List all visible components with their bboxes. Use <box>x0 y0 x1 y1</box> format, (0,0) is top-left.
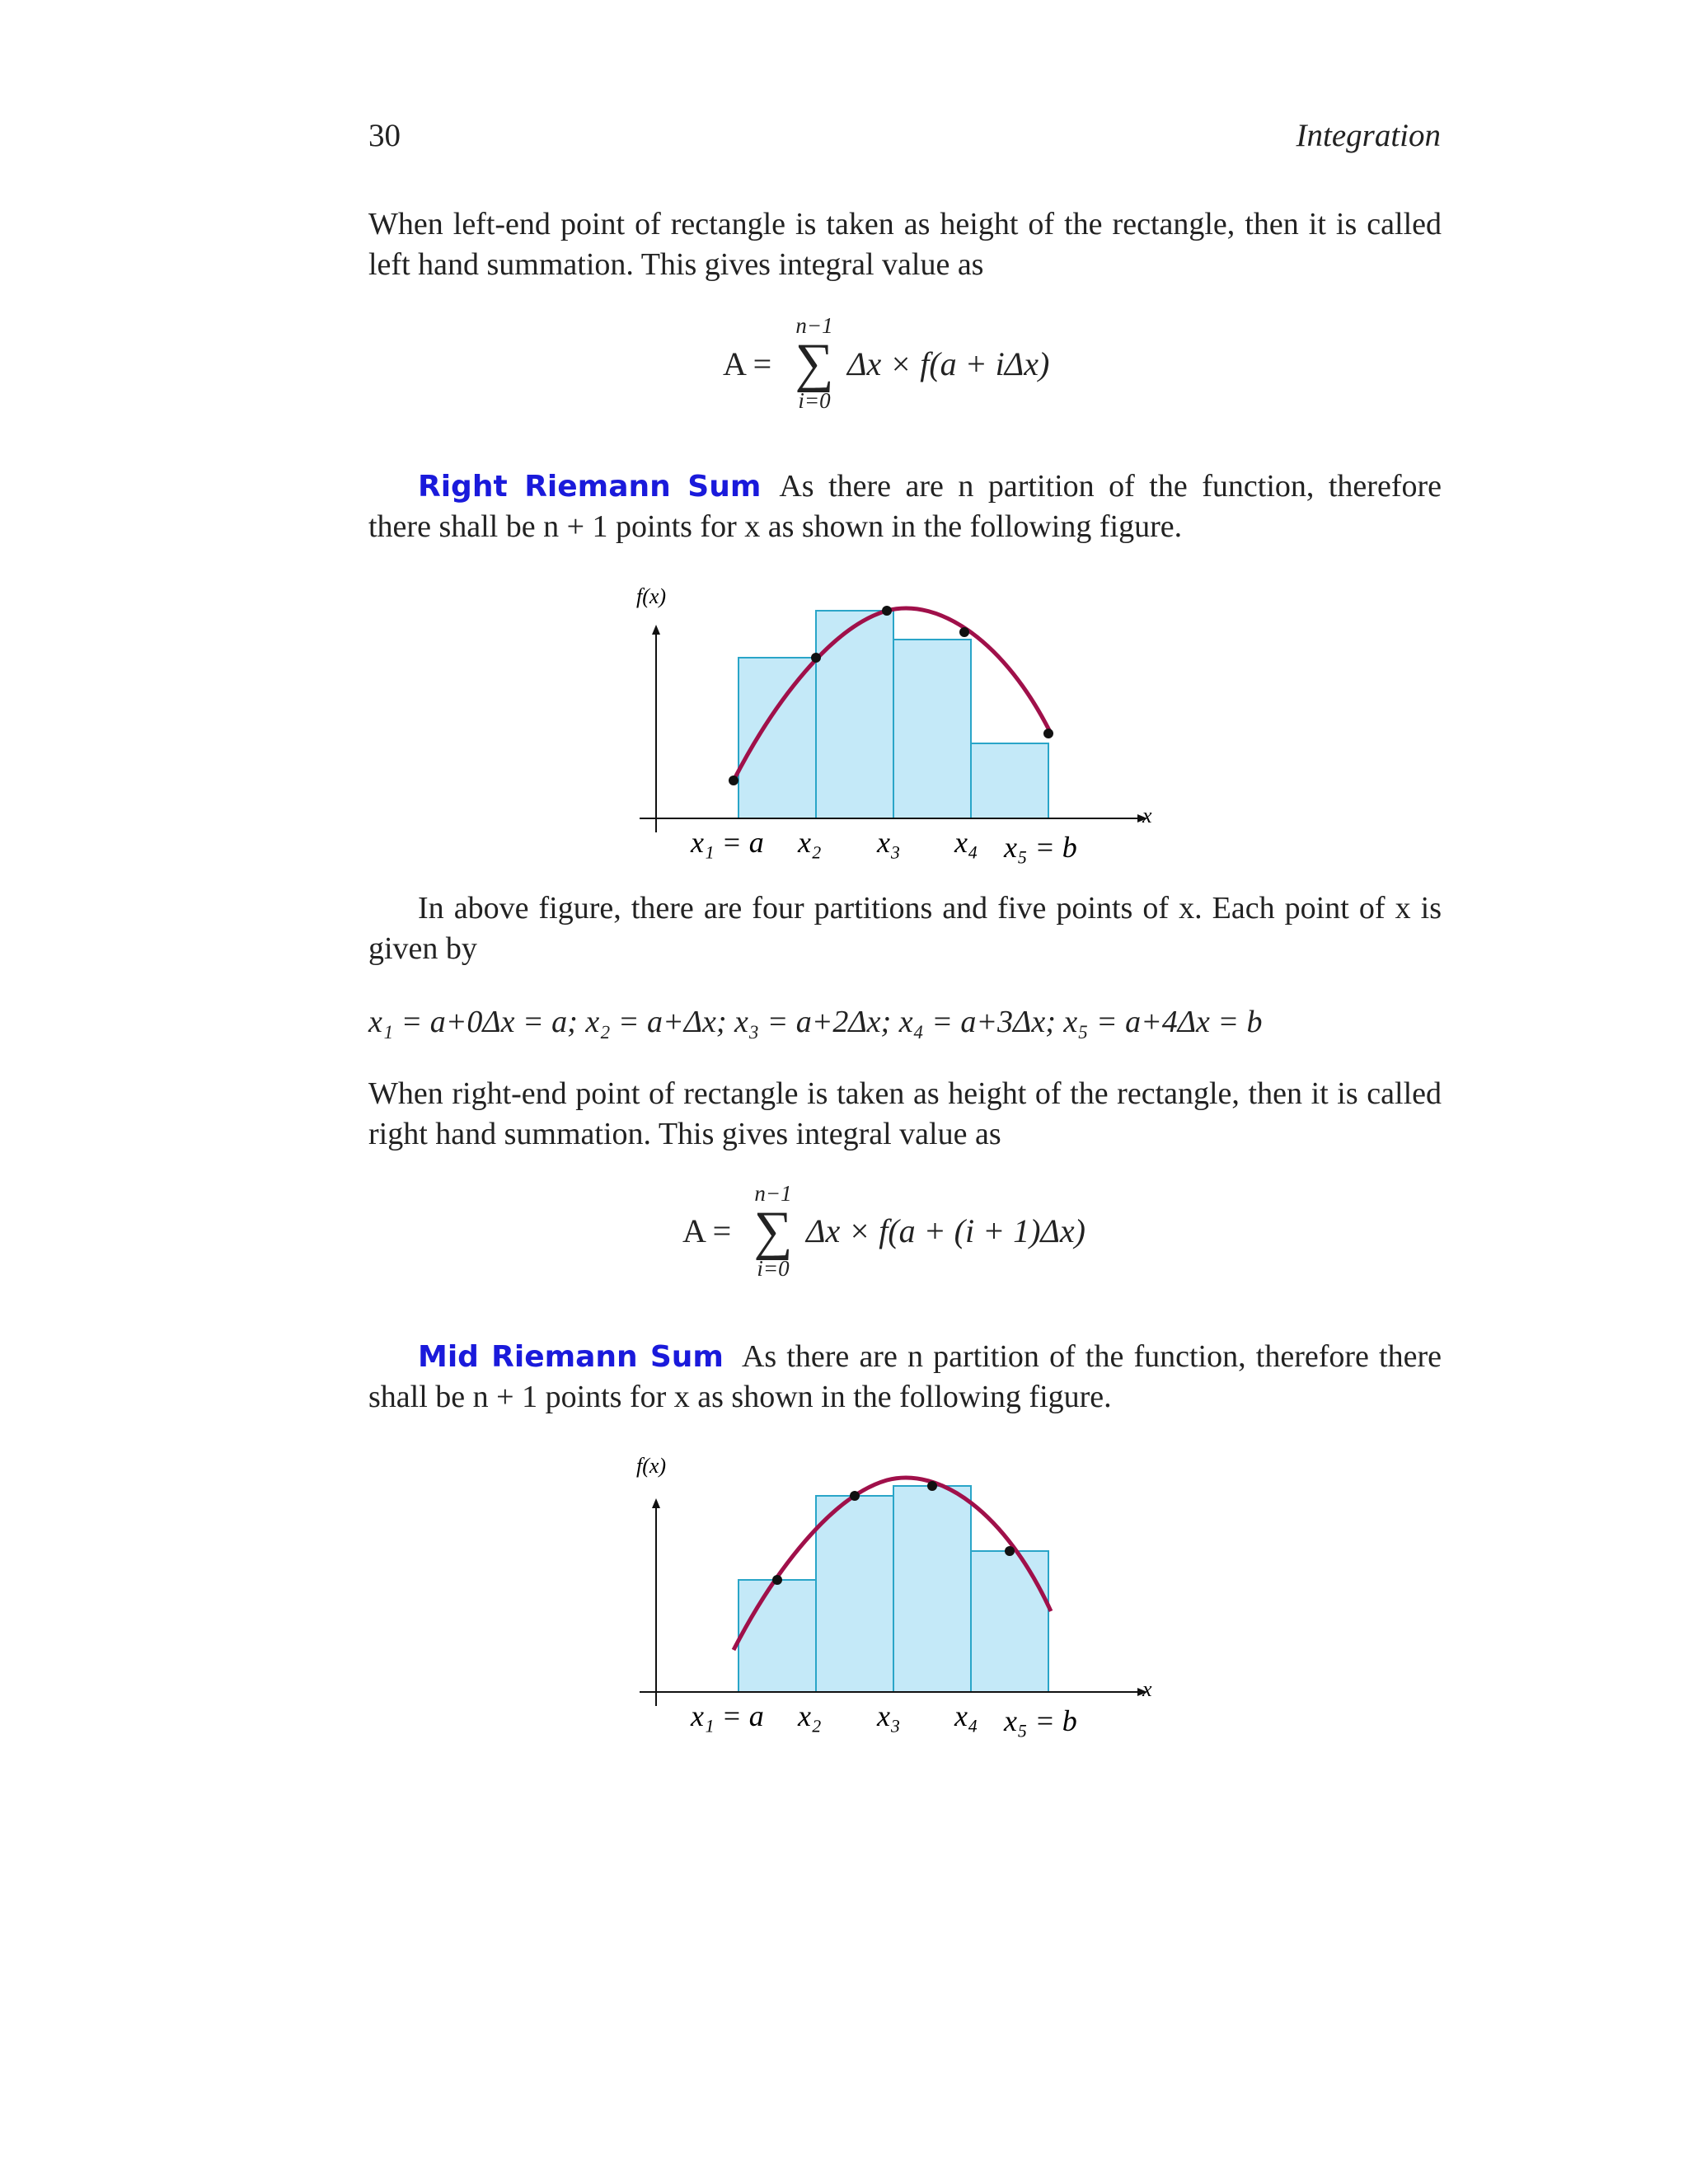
rect-3 <box>893 640 971 818</box>
right-formula-sigma <box>740 1181 806 1282</box>
tick-label-3: x₃ <box>877 826 901 859</box>
tick-label-2: x₂ <box>798 826 822 859</box>
right-riemann-text: As there are n partition of the function, therefore there shall be n + 1 points for x as shown in the following figure. <box>368 469 1442 544</box>
right-sum-paragraph: When right-end point of rectangle is taken as height of the rectangle, then it is called right hand summation. This gives integral value as <box>368 1076 1442 1151</box>
rect-4 <box>971 1551 1048 1692</box>
curve-point-2 <box>850 1491 860 1501</box>
right-riemann-figure <box>610 577 1203 874</box>
mid-riemann-text: As there are n partition of the function, therefore there shall be n + 1 points for x as shown in the following figure. <box>368 1339 1442 1414</box>
mid-riemann-figure <box>610 1446 1203 1743</box>
running-title: Integration <box>1296 118 1441 153</box>
page-number: 30 <box>368 118 401 153</box>
rect-3 <box>893 1486 971 1692</box>
right-riemann-heading: Right Riemann Sum <box>418 470 762 504</box>
rect-2 <box>816 1496 893 1692</box>
above-figure-paragraph: In above figure, there are four partitions and five points of x. Each point of x is given by <box>368 891 1442 966</box>
tick-label-3: x₃ <box>877 1699 901 1732</box>
right-sum-lower: i=0 <box>757 1256 790 1281</box>
y-axis-arrow <box>652 625 660 635</box>
rect-1 <box>738 658 816 818</box>
sigma-symbol: ∑ <box>753 1201 793 1261</box>
curve-point-4 <box>959 627 969 637</box>
left-formula-body: Δx × f(a + iΔx) <box>847 345 1050 382</box>
curve-point-1 <box>772 1575 782 1585</box>
x-axis-label: x <box>1142 1677 1152 1701</box>
tick-label-1: x₁ = a <box>691 1699 764 1732</box>
rect-1 <box>738 1580 816 1692</box>
mid-riemann-heading: Mid Riemann Sum <box>418 1340 724 1374</box>
tick-label-4: x₄ <box>954 826 978 859</box>
curve-point-3 <box>882 606 892 616</box>
sigma-symbol: ∑ <box>795 333 834 393</box>
mid-riemann-paragraph <box>368 1337 1442 1418</box>
tick-label-5: x₅ = b <box>1004 831 1077 864</box>
left-formula-sigma <box>781 313 847 414</box>
right-formula-body: Δx × f(a + (i + 1)Δx) <box>806 1212 1085 1249</box>
left-sum-upper: n−1 <box>795 313 833 338</box>
left-formula-lhs: A = <box>723 345 772 382</box>
y-axis-label: f(x) <box>636 584 667 608</box>
x-axis-label: x <box>1142 804 1152 827</box>
curve-point-2 <box>811 653 821 663</box>
right-sum-upper: n−1 <box>754 1181 792 1206</box>
points-equation: x₁ = a+0Δx = a; x₂ = a+Δx; x₃ = a+2Δx; x₄ = a+3Δx; x₅ = a+4Δx = b <box>368 1005 1263 1039</box>
right-riemann-paragraph <box>368 466 1442 547</box>
left-sum-lower: i=0 <box>798 388 831 413</box>
curve-point-4 <box>1005 1546 1015 1556</box>
rect-2 <box>816 611 893 818</box>
tick-label-2: x₂ <box>798 1699 822 1732</box>
left-sum-paragraph: When left-end point of rectangle is taken as height of the rectangle, then it is called left hand summation. This gives integral value as <box>368 207 1442 282</box>
curve-point-5 <box>1043 729 1053 738</box>
curve-point-1 <box>729 776 738 785</box>
y-axis-label: f(x) <box>636 1454 667 1478</box>
tick-label-1: x₁ = a <box>691 826 764 859</box>
tick-label-4: x₄ <box>954 1699 978 1732</box>
y-axis-arrow <box>652 1498 660 1508</box>
right-formula-lhs: A = <box>682 1212 732 1249</box>
rect-4 <box>971 743 1048 818</box>
tick-label-5: x₅ = b <box>1004 1704 1077 1737</box>
curve-point-3 <box>927 1481 937 1491</box>
